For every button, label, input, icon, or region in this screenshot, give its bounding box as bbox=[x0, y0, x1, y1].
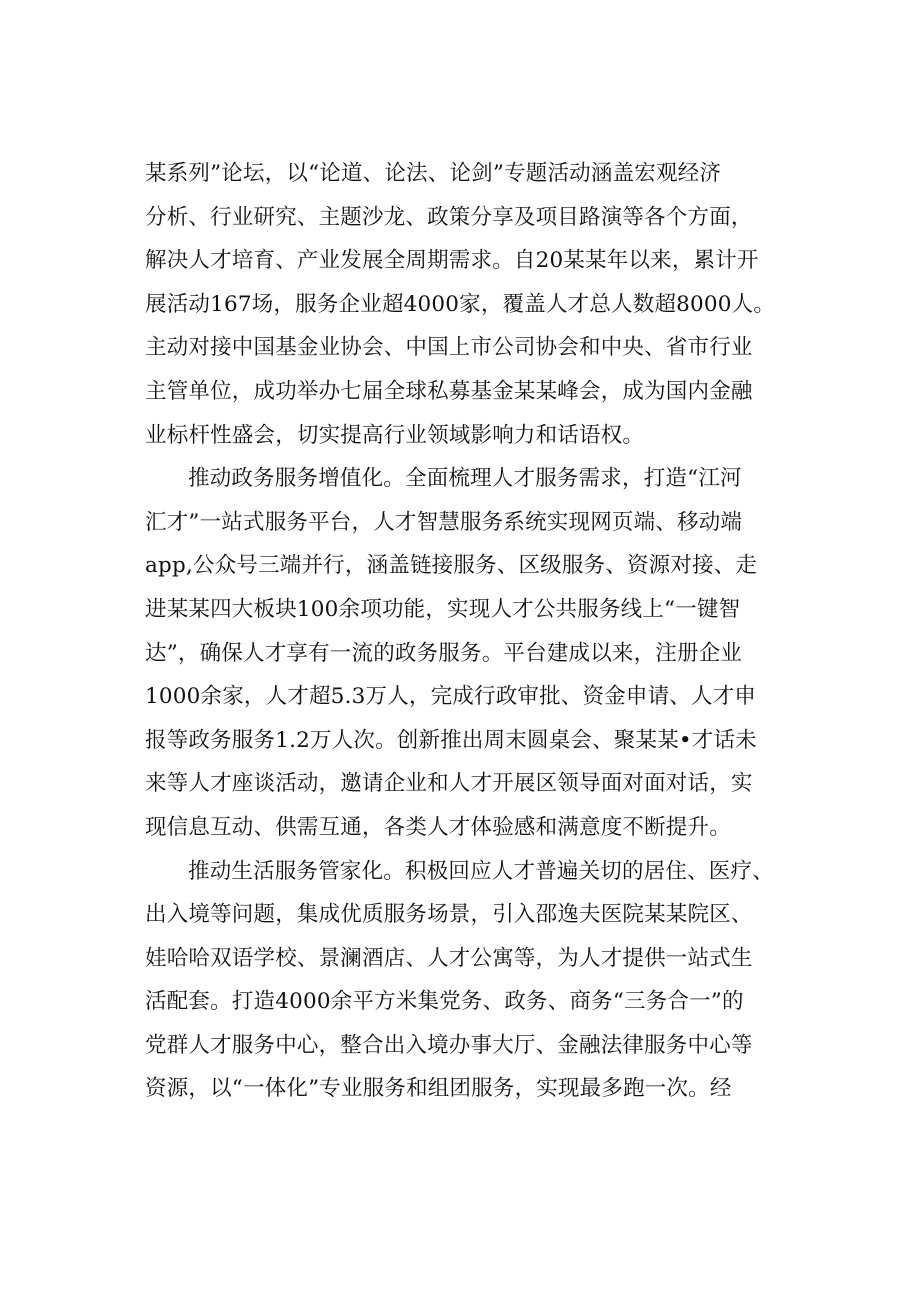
text-line: 解决人才培育、产业发展全周期需求。自20某某年以来，累计开 bbox=[145, 248, 759, 274]
paragraph-government-services bbox=[145, 457, 825, 849]
text-line: 1000余家，人才超5.3万人，完成行政审批、资金申请、人才申 bbox=[145, 684, 757, 710]
text-line: 资源，以“一体化”专业服务和组团服务，实现最多跑一次。经 bbox=[145, 1076, 732, 1102]
text-line: 娃哈哈双语学校、景澜酒店、人才公寓等，为人才提供一站式生 bbox=[145, 945, 753, 971]
document-body bbox=[145, 152, 825, 1111]
text-line: 推动政务服务增值化。全面梳理人才服务需求，打造“江河 bbox=[188, 466, 742, 492]
text-line: 出入境等问题，集成优质服务场景，引入邵逸夫医院某某院区、 bbox=[145, 902, 753, 928]
text-line: 某系列”论坛，以“论道、论法、论剑”专题活动涵盖宏观经济 bbox=[145, 161, 722, 186]
text-line: app,公众号三端并行，涵盖链接服务、区级服务、资源对接、走 bbox=[145, 553, 758, 579]
text-line: 现信息互动、供需互通，各类人才体验感和满意度不断提升。 bbox=[145, 814, 731, 840]
text-line: 党群人才服务中心，整合出入境办事大厅、金融法律服务中心等 bbox=[145, 1032, 753, 1058]
text-line: 达”，确保人才享有一流的政务服务。平台建成以来，注册企业 bbox=[145, 640, 743, 666]
text-line: 来等人才座谈活动，邀请企业和人才开展区领导面对面对话，实 bbox=[145, 771, 753, 797]
text-line: 活配套。打造4000余平方米集党务、政务、商务“三务合一”的 bbox=[145, 989, 744, 1015]
text-line: 主动对接中国基金业协会、中国上市公司协会和中央、省市行业 bbox=[145, 335, 753, 361]
text-line: 分析、行业研究、主题沙龙、政策分享及项目路演等各个方面， bbox=[145, 204, 753, 230]
paragraph-life-services bbox=[145, 850, 825, 1112]
text-line: 推动生活服务管家化。积极回应人才普遍关切的居住、医疗、 bbox=[188, 858, 774, 884]
text-line: 汇才”一站式服务平台，人才智慧服务系统实现网页端、移动端 bbox=[145, 509, 743, 535]
text-line: 展活动167场，服务企业超4000家，覆盖人才总人数超8000人。 bbox=[145, 291, 776, 317]
text-line: 业标杆性盛会，切实提高行业领域影响力和话语权。 bbox=[145, 422, 645, 448]
text-line: 进某某四大板块100余项功能，实现人才公共服务线上“一键智 bbox=[145, 596, 741, 622]
paragraph-forum bbox=[145, 152, 825, 457]
text-line: 主管单位，成功举办七届全球私募基金某某峰会，成为国内金融 bbox=[145, 378, 753, 404]
text-line: 报等政务服务1.2万人次。创新推出周末圆桌会、聚某某•才话未 bbox=[145, 727, 757, 753]
